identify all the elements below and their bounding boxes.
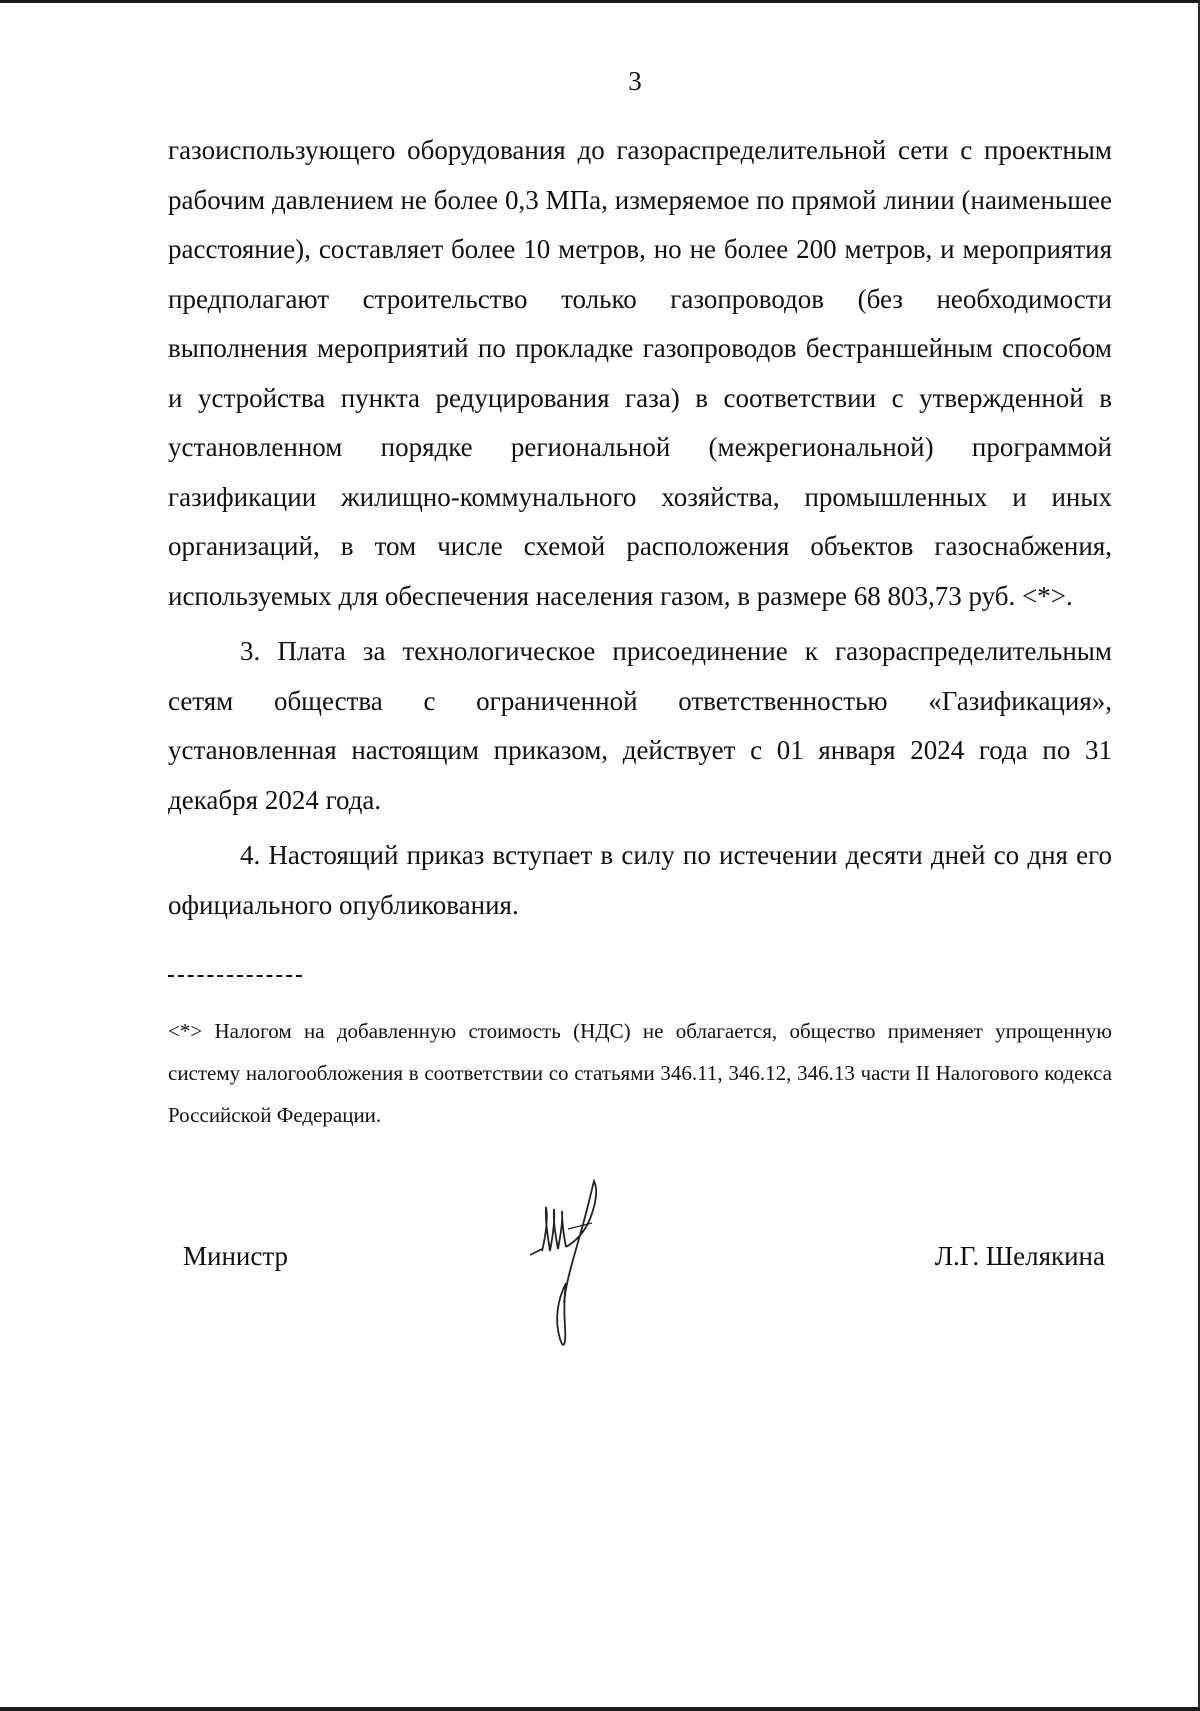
scan-edge-bottom — [0, 1707, 1200, 1711]
signatory-name: Л.Г. Шелякина — [934, 1241, 1105, 1271]
paragraph-3: 3. Плата за технологическое присоединение к газораспределительным сетям общества с ограниченной ответственностью «Газификация», установленная настоящим приказом, действует с 01 января 2024 года по 31 декабря 2024 года. — [168, 636, 1112, 815]
footnote: <*> Налогом на добавленную стоимость (НДС) не облагается, общество применяет упрощенную систему налогообложения в соответствии со статьями 346.11, 346.12, 346.13 части II Налогового кодекса Российской Федерации. — [168, 1019, 1112, 1127]
signatory-title: Министр — [183, 1241, 288, 1271]
page-number: 3 — [628, 66, 642, 96]
body-text — [168, 126, 1112, 930]
footnote-separator — [168, 975, 302, 977]
scan-edge-top — [0, 0, 1200, 3]
paragraph-4: 4. Настоящий приказ вступает в силу по истечении десяти дней со дня его официального опубликования. — [168, 840, 1112, 920]
handwritten-signature — [520, 1175, 660, 1360]
paragraph-continuation: газоиспользующего оборудования до газораспределительной сети с проектным рабочим давлением не более 0,3 МПа, измеряемое по прямой линии (наименьшее расстояние), составляет более 10 метров, но не более 200 метров, и мероприятия предполагают строительство только газопроводов (без необходимости выполнения мероприятий по прокладке газопроводов бестраншейным способом и устройства пункта редуцирования газа) в соответствии с утвержденной в установленном порядке региональной (межрегиональной) программой газификации жилищно-коммунального хозяйства, промышленных и иных организаций, в том числе схемой расположения объектов газоснабжения, используемых для обеспечения населения газом, в размере 68 803,73 руб. <*>. — [168, 135, 1112, 611]
